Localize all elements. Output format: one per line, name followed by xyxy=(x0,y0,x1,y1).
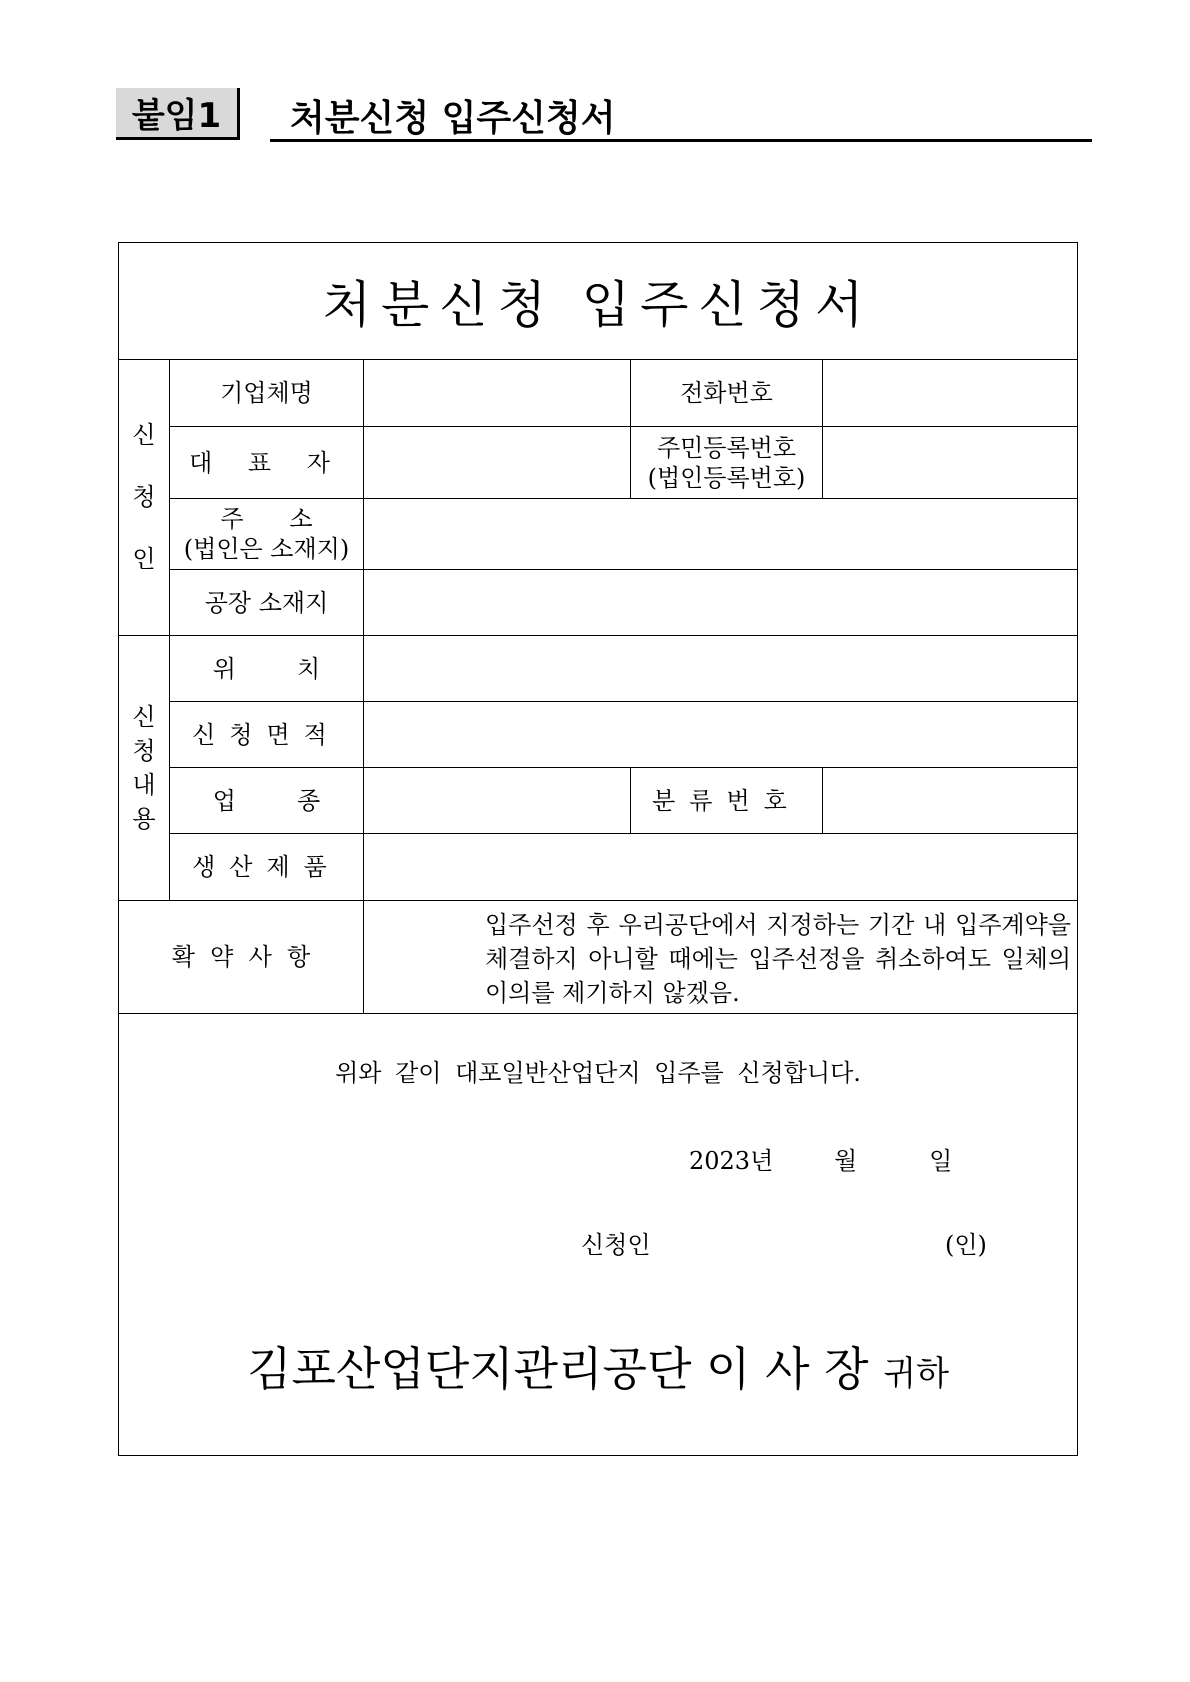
classification-label: 분류번호 xyxy=(652,786,801,815)
declaration-text: 위와 같이 대포일반산업단지 입주를 신청합니다. xyxy=(335,1059,861,1087)
location-field[interactable] xyxy=(364,636,1077,701)
classification-field[interactable] xyxy=(823,768,1077,833)
request-group-label: 신 청 내 용 xyxy=(132,703,156,833)
representative-label: 대 표 자 xyxy=(189,448,344,477)
phone-label: 전화번호 xyxy=(680,379,773,407)
phone-field[interactable] xyxy=(823,360,1077,426)
resident-number-field[interactable] xyxy=(823,427,1077,498)
industry-label: 업 종 xyxy=(212,786,321,815)
factory-location-label: 공장 소재지 xyxy=(204,588,329,617)
products-field[interactable] xyxy=(364,834,1077,900)
divider xyxy=(119,1013,1077,1014)
area-field[interactable] xyxy=(364,702,1077,767)
address-label: 주 소 (법인은 소재지) xyxy=(183,505,350,563)
page-title: 처분신청 입주신청서 xyxy=(290,98,616,139)
seal-mark: (인) xyxy=(945,1231,987,1259)
company-name-label: 기업체명 xyxy=(220,379,313,407)
representative-field[interactable] xyxy=(364,427,630,498)
address-field[interactable] xyxy=(364,499,1077,569)
recipient-line xyxy=(119,1333,1077,1399)
location-label: 위 치 xyxy=(212,654,321,683)
date-year: 2023년 xyxy=(689,1147,774,1175)
date-line xyxy=(689,1141,952,1176)
recipient-name: 김포산업단지관리공단 이 사 장 xyxy=(247,1342,869,1396)
application-form xyxy=(118,242,1078,1456)
attachment-badge: 붙임1 xyxy=(116,88,240,140)
pledge-label: 확 약 사 항 xyxy=(171,943,311,971)
form-title: 처분신청 입주신청서 xyxy=(322,276,874,334)
date-day: 일 xyxy=(929,1147,953,1175)
pledge-text: 입주선정 후 우리공단에서 지정하는 기간 내 입주계약을 체결하지 아니할 때에는 입주선정을 취소하여도 일체의 이의를 제기하지 않겠음. xyxy=(485,911,1071,1007)
company-name-field[interactable] xyxy=(364,360,630,426)
applicant-signature-label: 신청인 xyxy=(581,1231,651,1259)
factory-location-field[interactable] xyxy=(364,570,1077,635)
title-underline xyxy=(270,139,1092,142)
applicant-group-label: 신 청 인 xyxy=(132,421,156,573)
industry-field[interactable] xyxy=(364,768,630,833)
products-label: 생산제품 xyxy=(192,853,341,881)
date-month: 월 xyxy=(834,1147,858,1175)
recipient-suffix: 귀하 xyxy=(883,1354,949,1394)
area-label: 신청면적 xyxy=(192,720,341,749)
resident-number-label: 주민등록번호 (법인등록번호) xyxy=(647,433,806,492)
